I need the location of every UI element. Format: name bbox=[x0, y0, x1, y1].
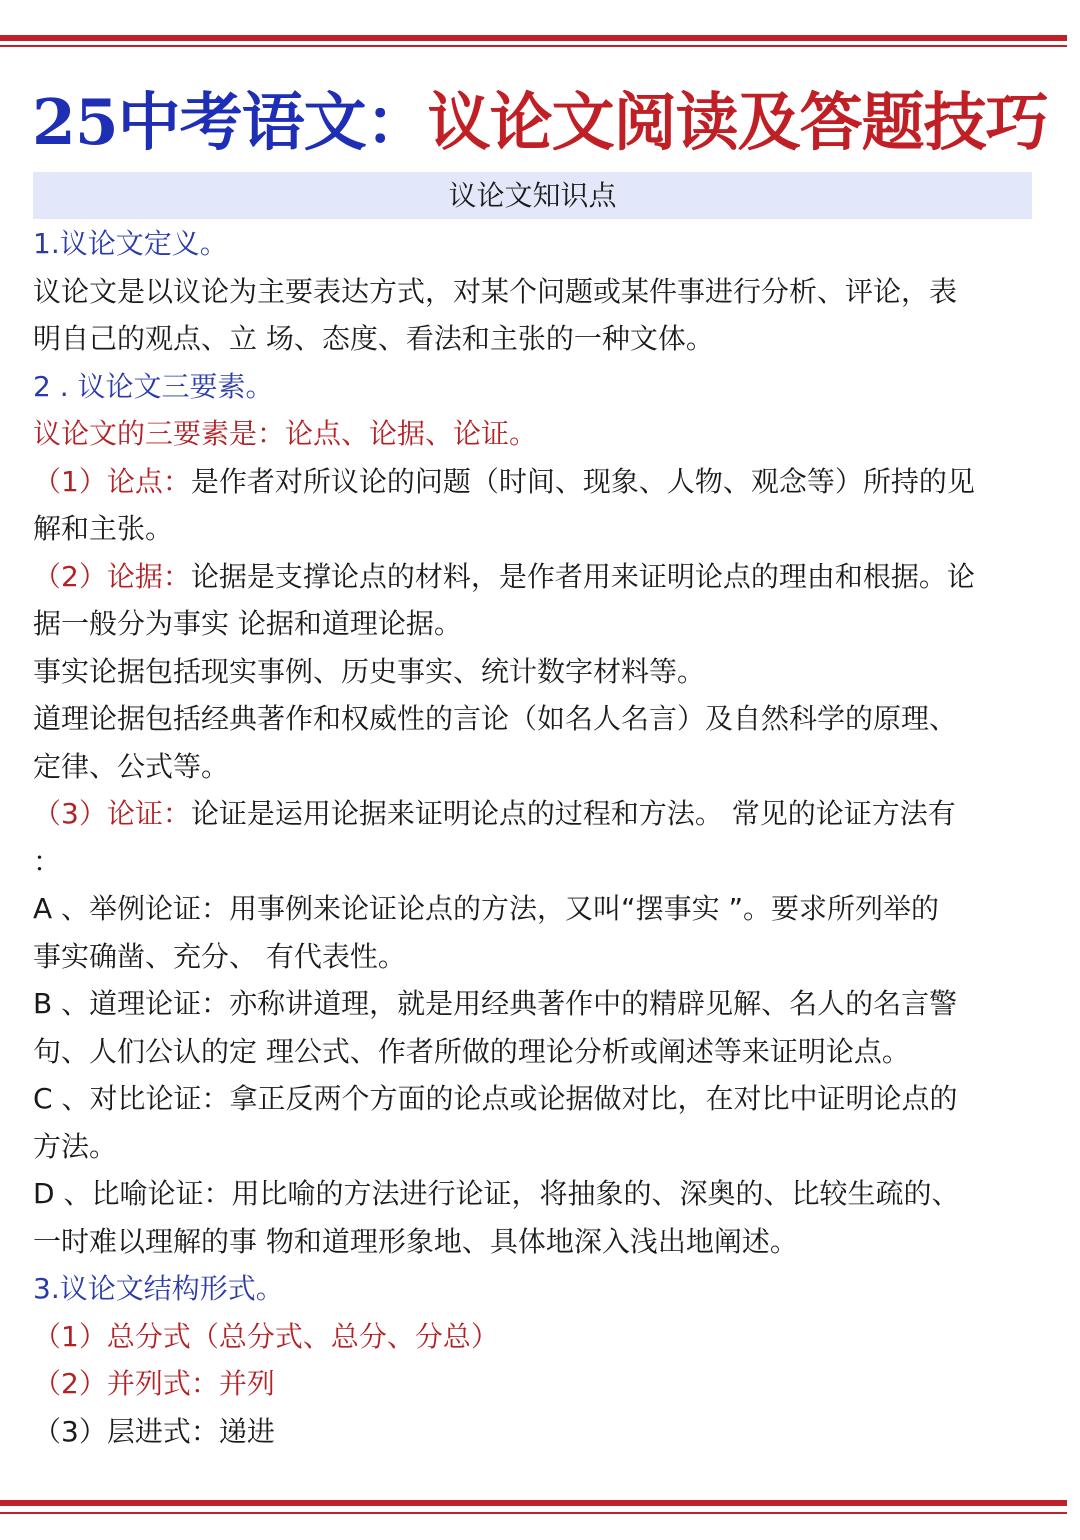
text-segment: 定律、公式等。 bbox=[33, 749, 230, 783]
text-line bbox=[33, 1313, 1033, 1361]
text-line bbox=[33, 220, 1033, 268]
text-segment: 解和主张。 bbox=[33, 512, 174, 545]
text-segment: 事实确凿、充分、 有代表性。 bbox=[33, 939, 406, 973]
top-rule-thin bbox=[0, 45, 1067, 47]
text-segment: ： bbox=[33, 844, 62, 878]
section-banner: 议论文知识点 bbox=[33, 172, 1032, 219]
text-line bbox=[33, 1028, 1033, 1076]
text-segment: 论证是运用论据来证明论点的过程和方法。 常见的论证方法有 bbox=[190, 797, 956, 830]
text-line bbox=[33, 458, 1033, 506]
text-segment: 是作者对所议论的问题（时间、现象、人物、观念等）所持的见 bbox=[190, 464, 975, 498]
text-line bbox=[33, 363, 1033, 411]
text-line bbox=[33, 980, 1033, 1028]
text-line bbox=[33, 695, 1033, 743]
page-title bbox=[32, 82, 1048, 162]
text-segment: 2 . 议论文三要素。 bbox=[33, 369, 274, 403]
text-line bbox=[33, 1218, 1033, 1266]
text-line bbox=[33, 268, 1033, 316]
text-segment: （2）论据： bbox=[33, 559, 191, 593]
text-segment: 一时难以理解的事 物和道理形象地、具体地深入浅出地阐述。 bbox=[33, 1224, 798, 1258]
text-segment: 据一般分为事实 论据和道理论据。 bbox=[33, 607, 462, 640]
text-line bbox=[33, 315, 1033, 363]
text-segment: 论据是支撑论点的材料，是作者用来证明论点的理由和根据。论 bbox=[190, 559, 975, 593]
text-segment: 道理论据包括经典著作和权威性的言论（如名人名言）及自然科学的原理、 bbox=[33, 702, 958, 735]
text-line bbox=[33, 1123, 1033, 1171]
text-line bbox=[33, 600, 1033, 648]
text-segment: 句、人们公认的定 理公式、作者所做的理论分析或阐述等来证明论点。 bbox=[33, 1034, 910, 1068]
article-body bbox=[33, 220, 1033, 1455]
text-line bbox=[33, 648, 1033, 696]
bottom-rule-thick bbox=[0, 1500, 1067, 1506]
text-line bbox=[33, 553, 1033, 601]
text-line bbox=[33, 1360, 1033, 1408]
text-segment: D 、比喻论证：用比喻的方法进行论证，将抽象的、深奥的、比较生疏的、 bbox=[33, 1177, 960, 1210]
text-line bbox=[33, 885, 1033, 933]
text-segment: C 、对比论证：拿正反两个方面的论点或论据做对比，在对比中证明论点的 bbox=[33, 1082, 958, 1115]
text-line bbox=[33, 410, 1033, 458]
text-line bbox=[33, 743, 1033, 791]
text-line bbox=[33, 933, 1033, 981]
top-rule-thick bbox=[0, 35, 1067, 41]
text-segment: 事实论据包括现实事例、历史事实、统计数字材料等。 bbox=[33, 654, 706, 688]
text-line bbox=[33, 838, 1033, 886]
title-main: 议论文阅读及答题技巧 bbox=[427, 85, 1048, 159]
title-prefix: 25中考语文： bbox=[32, 85, 428, 159]
text-segment: 议论文的三要素是：论点、论据、论证。 bbox=[33, 417, 538, 450]
text-segment: 3.议论文结构形式。 bbox=[33, 1272, 284, 1305]
text-line bbox=[33, 1170, 1033, 1218]
text-line bbox=[33, 1265, 1033, 1313]
text-line bbox=[33, 790, 1033, 838]
text-segment: （3）论证： bbox=[33, 797, 191, 830]
text-segment: （1）论点： bbox=[33, 464, 191, 498]
text-segment: （1）总分式（总分式、总分、分总） bbox=[33, 1319, 499, 1353]
bottom-rule-thin bbox=[0, 1512, 1067, 1514]
text-segment: 方法。 bbox=[33, 1129, 118, 1163]
text-line bbox=[33, 505, 1033, 553]
text-segment: 1.议论文定义。 bbox=[33, 227, 228, 260]
text-segment: （3）层进式：递进 bbox=[33, 1414, 275, 1448]
text-segment: （2）并列式：并列 bbox=[33, 1367, 275, 1400]
text-line bbox=[33, 1408, 1033, 1456]
text-segment: B 、道理论证：亦称讲道理，就是用经典著作中的精辟见解、名人的名言警 bbox=[33, 987, 958, 1020]
text-segment: 议论文是以议论为主要表达方式，对某个问题或某件事进行分析、评论，表 bbox=[33, 274, 958, 308]
text-segment: A 、举例论证：用事例来论证论点的方法，又叫“摆事实 ”。要求所列举的 bbox=[33, 892, 939, 925]
text-line bbox=[33, 1075, 1033, 1123]
text-segment: 明自己的观点、立 场、态度、看法和主张的一种文体。 bbox=[33, 322, 714, 355]
